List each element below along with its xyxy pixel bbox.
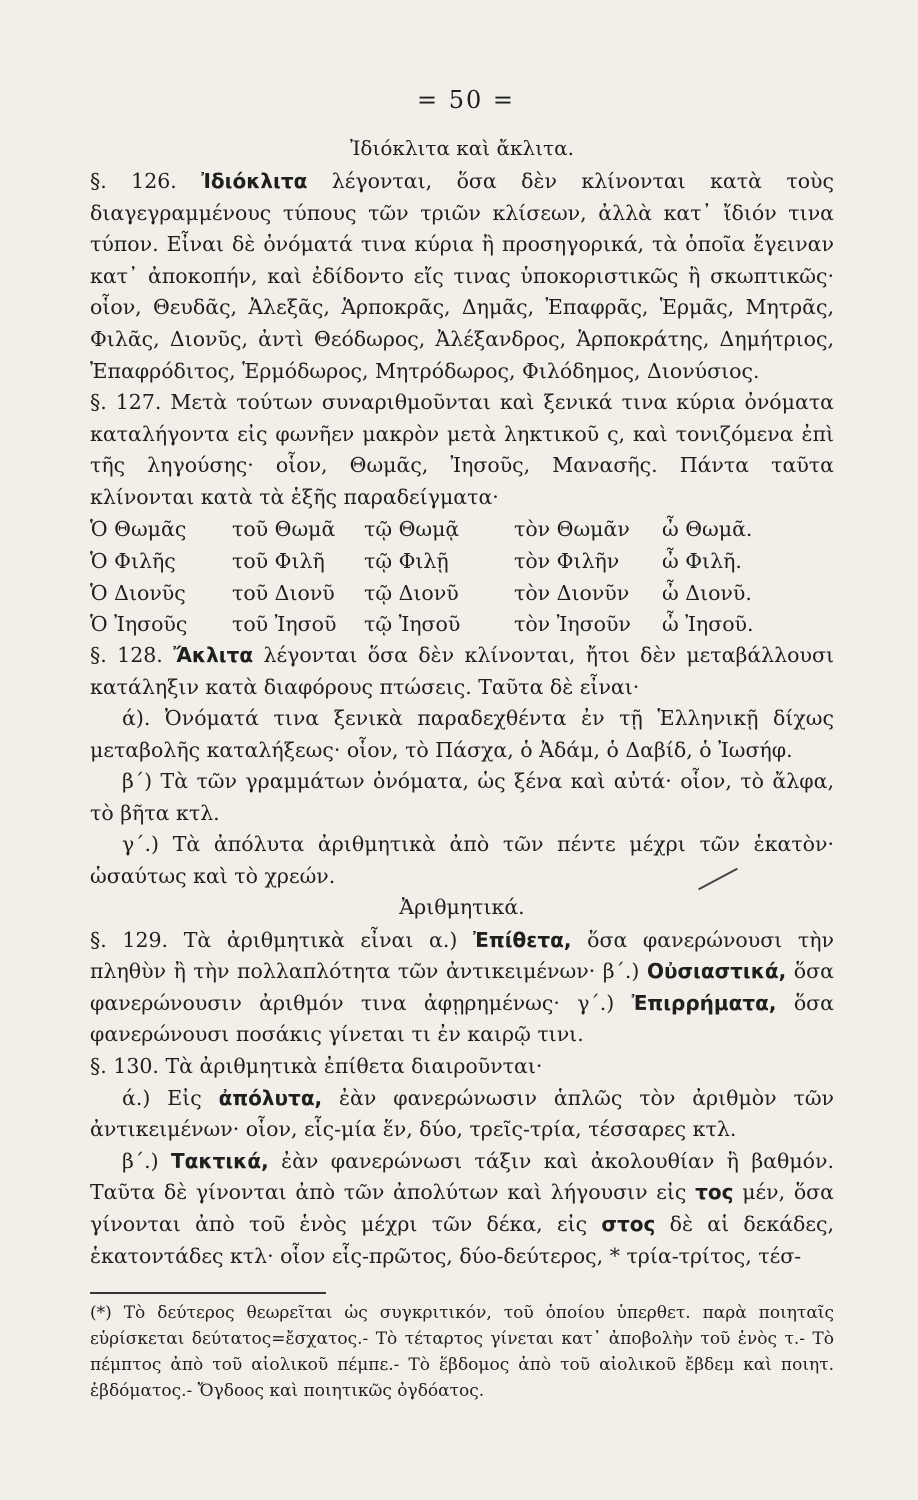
keyword-term: Ἐπιρρήματα, [631,990,777,1015]
paragraph-130 [90,1051,834,1083]
paragraph-text: λέγονται, ὅσα δὲν κλίνονται κατὰ τοὺς διαγεγραμμένους τύπους τῶν τριῶν κλίσεων, ἀλλὰ κατ᾽ ἴδιόν τινα τύπον. Εἶναι δὲ ὀνόματά τινα κύρια ἢ προσηγορικά, τὰ ὁποῖα ἔγειναν κατ᾽ ἀποκοπήν, καὶ ἐδίδοντο εἴς τινας ὑποκοριστικῶς ἢ σκωπτικῶς· οἷον, Θευδᾶς, Ἀλεξᾶς, Ἁρποκρᾶς, Δημᾶς, Ἐπαφρᾶς, Ἑρμᾶς, Μητρᾶς, Φιλᾶς, Διονῦς, ἀντὶ Θεόδωρος, Ἀλέξανδρος, Ἁρποκράτης, Δημήτριος, Ἐπαφρόδιτος, Ἑρμόδωρος, Μητρόδωρος, Φιλόδημος, Διονύσιος. [90,169,834,383]
table-row [90,608,754,640]
table-cell: τοῦ Θωμᾶ [232,517,336,542]
table-cell: τῷ Φιλῇ [364,548,449,573]
table-cell: τῷ Διονῦ [364,580,459,605]
table-cell: ὦ Φιλῆ. [662,548,742,573]
footnote-rule [90,1292,326,1294]
section-heading-idioklita: Ἰδιόκλιτα καὶ ἄκλιτα. [350,136,574,160]
item-130-a [90,1083,834,1146]
paragraph-text: Τὰ ἀριθμητικὰ εἶναι α.) [168,927,474,952]
paragraph-text: β΄.) [122,1148,171,1173]
item-128-a: ά). Ὀνόματά τινα ξενικὰ παραδεχθέντα ἐν τῇ Ἑλληνικῇ δίχως μεταβολῆς καταλήξεως· οἷον, τὸ Πάσχα, ὁ Ἀδάμ, ὁ Δαβίδ, ὁ Ἰωσήφ. [90,706,834,762]
table-cell: τὸν Θωμᾶν [514,517,630,542]
declension-table [90,514,754,640]
paragraph-text: ὅσα φανερώνουσι ποσάκις γίνεται τι ἐν καιρῷ τινι. [90,990,834,1047]
paragraph-126 [90,166,834,387]
keyword-term: Ἐπίθετα, [473,927,572,952]
table-cell: ὦ Ἰησοῦ. [662,612,754,637]
table-cell: Ὁ Διονῦς [90,580,186,605]
section-number: §. 129. [90,927,169,952]
table-cell: ὦ Θωμᾶ. [662,517,753,542]
paragraph-text: ἐὰν φανερώνωσιν ἁπλῶς τὸν ἀριθμὸν τῶν ἀντικειμένων· οἷον, εἷς-μία ἕν, δύο, τρεῖς-τρία, τέσσαρες κτλ. [90,1085,835,1142]
table-cell: τῷ Ἰησοῦ [364,612,461,637]
table-cell: τὸν Διονῦν [514,580,630,605]
paragraph-text: μέν, ὅσα γίνονται ἀπὸ τοῦ ἑνὸς μέχρι τῶν δέκα, εἰς [90,1180,834,1236]
paragraph-129 [90,925,834,1051]
table-row [90,514,754,546]
table-cell: Ὁ Θωμᾶς [90,517,187,542]
section-number: §. 127. [90,390,162,415]
keyword-term: ἀπόλυτα, [218,1085,323,1110]
paragraph-text: δὲ αἱ δεκάδες, ἑκατοντάδες κτλ· οἷον εἷς-πρῶτος, δύο-δεύτερος, * τρία-τρίτος, τέσ- [90,1212,835,1268]
keyword-term: Τακτικά, [171,1148,269,1173]
section-heading-arithmetika: Ἀριθμητικά. [399,894,525,919]
paragraph-text: ἐὰν φανερώνωσι τάξιν καὶ ἀκολουθίαν ἢ βαθμόν. Ταῦτα δὲ γίνονται ἀπὸ τῶν ἀπολύτων καὶ λήγουσιν εἰς [90,1148,834,1205]
section-number: §. 126. [90,169,177,193]
paragraph-text: ὅσα φανερώνουσιν ἀριθμόν τινα ἀφῃρημένως· γ΄.) [90,959,834,1015]
item-128-c: γ΄.) Τὰ ἀπόλυτα ἀριθμητικὰ ἀπὸ τῶν πέντε μέχρι τῶν ἑκατὸν· ὡσαύτως καὶ τὸ χρεών. [90,832,834,889]
table-cell: τοῦ Διονῦ [232,580,335,605]
paragraph-128 [90,640,834,703]
table-cell: τὸν Ἰησοῦν [514,612,631,637]
table-cell: τοῦ Ἰησοῦ [232,612,337,637]
paragraph-text: ά.) Εἰς [122,1085,219,1110]
section-number: §. 128. [90,642,163,667]
paragraph-text: ὅσα φανερώνουσι τὴν πληθὺν ἢ τὴν πολλαπλότητα τῶν ἀντικειμένων· β΄.) [90,927,834,984]
keyword-term: Ἰδιόκλιτα [201,169,308,193]
table-cell: Ὁ Ἰησοῦς [90,612,188,637]
page-number: = 50 = [416,86,515,114]
paragraph-text: Μετὰ τούτων συναριθμοῦνται καὶ ξενικά τινα κύρια ὀνόματα καταλήγοντα εἰς φωνῆεν μακρὸν μετὰ ληκτικοῦ ς, καὶ τονιζόμενα ἐπὶ τῆς ληγούσης· οἷον, Θωμᾶς, Ἰησοῦς, Μανασῆς. Πάντα ταῦτα κλίνονται κατὰ τὰ ἑξῆς παραδείγματα· [90,390,835,509]
paragraph-127 [90,387,834,513]
table-cell: Ὁ Φιλῆς [90,548,176,573]
paragraph-text: Τὰ ἀριθμητικὰ ἐπίθετα διαιροῦνται· [158,1054,543,1079]
table-cell: τὸν Φιλῆν [514,548,620,573]
keyword-term: τος [695,1180,734,1205]
table-cell: τοῦ Φιλῆ [232,548,325,573]
paragraph-text: λέγονται ὅσα δὲν κλίνονται, ἤτοι δὲν μεταβάλλουσι κατάληξιν κατὰ διαφόρους πτώσεις. Ταῦτα δὲ εἶναι· [90,642,834,699]
table-row [90,545,754,577]
item-128-b: β΄) Τὰ τῶν γραμμάτων ὀνόματα, ὡς ξένα καὶ αὐτά· οἷον, τὸ ἄλφα, τὸ βῆτα κτλ. [90,769,834,825]
section-number: §. 130. [90,1054,159,1079]
keyword-term: Οὐσιαστικά, [646,959,787,984]
keyword-term: στος [601,1212,656,1236]
footnote: (*) Τὸ δεύτερος θεωρεῖται ὡς συγκριτικόν, τοῦ ὁποίου ὑπερθετ. παρὰ ποιηταῖς εὑρίσκεται δεύτατος=ἔσχατος.- Τὸ τέταρτος γίνεται κατ᾽ ἀποβολὴν τοῦ ἑνὸς τ.- Τὸ πέμπτος ἀπὸ τοῦ αἰολικοῦ πέμπε.- Τὸ ἕβδομος ἀπὸ τοῦ αἰολικοῦ ἔβδεμ καὶ ποιητ. ἑβδόματος.- Ὄγδοος καὶ ποιητικῶς ὀγδόατος. [90,1303,834,1402]
table-cell: τῷ Θωμᾷ [364,517,460,542]
table-row [90,577,754,609]
item-130-b [90,1146,834,1272]
keyword-term: Ἄκλιτα [173,642,254,667]
table-cell: ὦ Διονῦ. [662,580,752,605]
